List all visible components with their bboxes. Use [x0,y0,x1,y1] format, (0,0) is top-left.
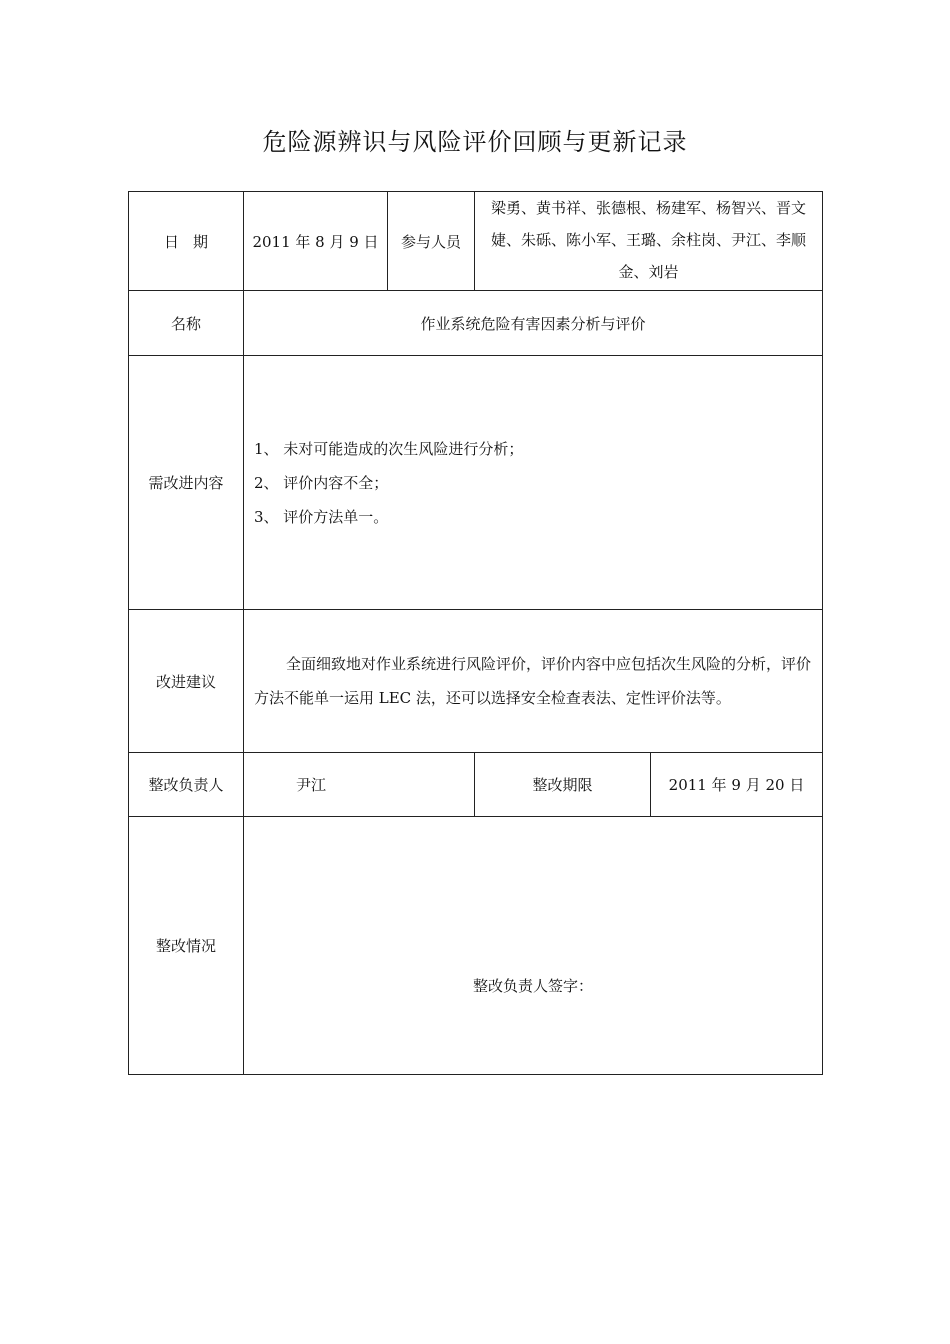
signature-label: 整改负责人签字： [472,977,593,995]
owner-label: 整改负责人 [129,753,244,817]
name-label: 名称 [129,291,244,356]
suggest-row [129,610,823,753]
owner-row [129,753,823,817]
improve-label: 需改进内容 [129,356,244,610]
participants-value: 梁勇、黄书祥、张德根、杨建军、杨智兴、晋文婕、朱砾、陈小军、王璐、余柱岗、尹江、李顺金、刘岩 [475,192,823,291]
owner-value: 尹江 [244,753,475,817]
deadline-label: 整改期限 [475,753,651,817]
date-value: 2011 年 8 月 9 日 [244,192,388,291]
participants-label: 参与人员 [388,192,475,291]
date-row [129,192,823,291]
name-value: 作业系统危险有害因素分析与评价 [244,291,823,356]
page-title: 危险源辨识与风险评价回顾与更新记录 [262,128,688,156]
improve-item: 3、 评价方法单一。 [254,507,389,526]
date-label: 日期 [129,192,244,291]
suggest-value: 全面细致地对作业系统进行风险评价，评价内容中应包括次生风险的分析，评价方法不能单一运用 LEC 法，还可以选择安全检查表法、定性评价法等。 [244,610,823,753]
status-row [129,817,823,1075]
improve-item: 1、 未对可能造成的次生风险进行分析； [254,439,524,458]
improve-row [129,356,823,610]
deadline-value: 2011 年 9 月 20 日 [651,753,823,817]
status-label: 整改情况 [129,817,244,1075]
improve-list [244,356,823,610]
status-cell [244,817,823,1075]
record-table [128,191,823,1075]
name-row [129,291,823,356]
suggest-label: 改进建议 [129,610,244,753]
improve-item: 2、 评价内容不全； [254,473,389,492]
